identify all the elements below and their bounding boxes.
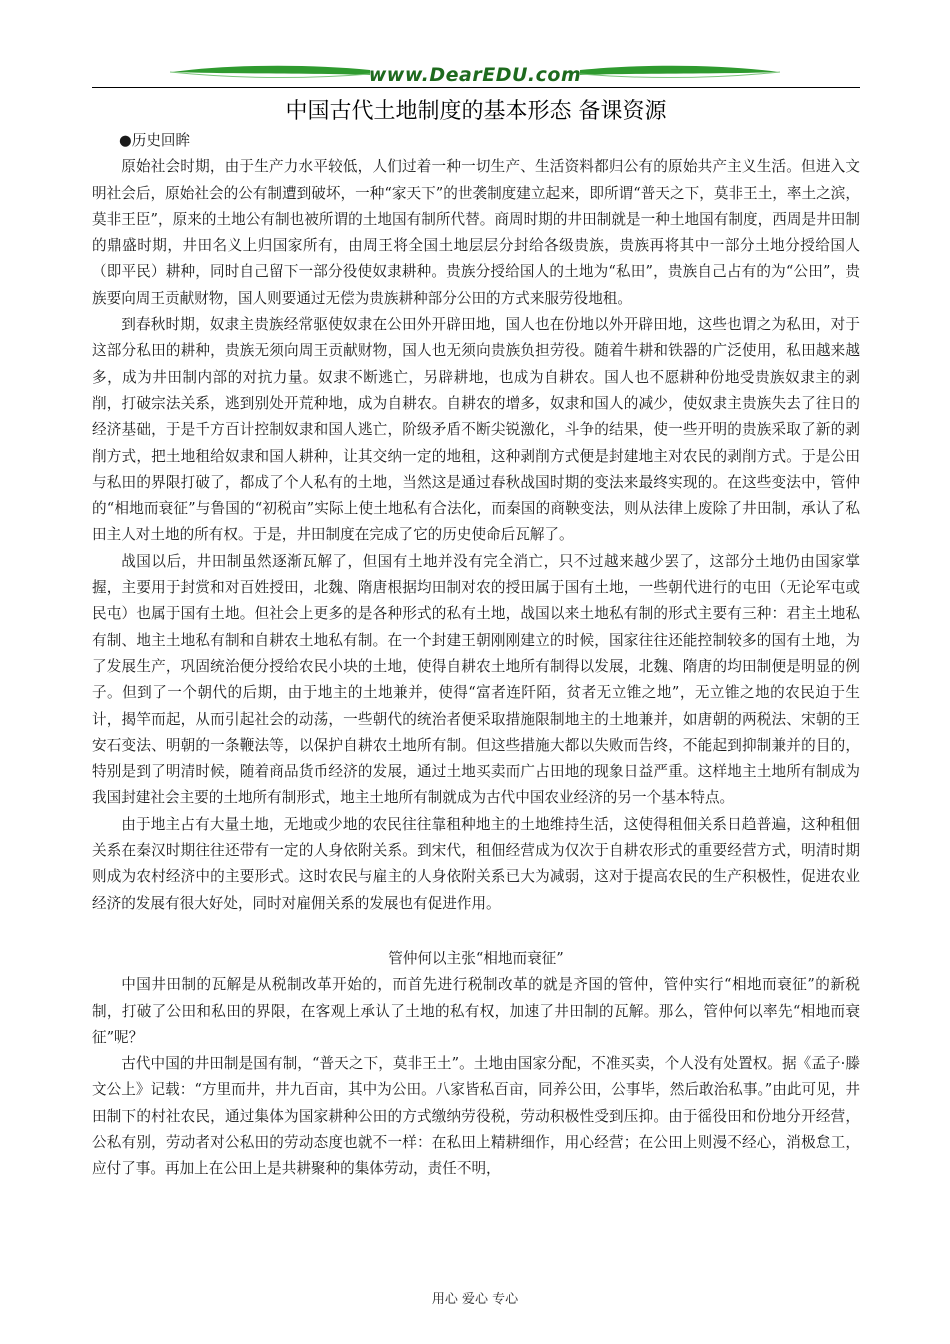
body-paragraph: 战国以后，井田制虽然逐渐瓦解了，但国有土地并没有完全消亡，只不过越来越少罢了，这部分土地仍由国家掌握，主要用于封赏和对百姓授田，北魏、隋唐根据均田制对农的授田属于国有土地，一些朝代进行的屯田（无论军屯或民屯）也属于国有土地。但社会上更多的是各种形式的私有土地，战国以来土地私有制的形式主要有三种：君主土地私有制、地主土地私有制和自耕农土地私有制。在一个封建王朝刚刚建立的时候，国家往往还能控制较多的国有土地，为了发展生产，巩固统治便分授给农民小块的土地，使得自耕农土地所有制得以发展，北魏、隋唐的均田制便是明显的例子。但到了一个朝代的后期，由于地主的土地兼并，使得“富者连阡陌，贫者无立锥之地”，无立锥之地的农民迫于生计，揭竿而起，从而引起社会的动荡，一些朝代的统治者便采取措施限制地主的土地兼并，如唐朝的两税法、宋朝的王安石变法、明朝的一条鞭法等，以保护自耕农土地所有制。但这些措施大都以失败而告终，不能起到抑制兼并的目的，特别是到了明清时候，随着商品货币经济的发展，通过土地买卖而广占田地的现象日益严重。这样地主土地所有制成为我国封建社会主要的土地所有制形式，地主土地所有制就成为古代中国农业经济的另一个基本特点。 [92, 552, 860, 807]
header-divider [92, 87, 860, 88]
body-paragraph: 中国井田制的瓦解是从税制改革开始的，而首先进行税制改革的就是齐国的管仲，管仲实行“相地而衰征”的新税制，打破了公田和私田的界限，在客观上承认了土地的私有权，加速了井田制的瓦解。那么，管仲何以率先“相地而衰征”呢？ [92, 976, 860, 1046]
body-paragraph: 由于地主占有大量土地，无地或少地的农民往往靠租种地主的土地维持生活，这使得租佃关系日趋普遍，这种租佃关系在秦汉时期往往还带有一定的人身依附关系。到宋代，租佃经营成为仅次于自耕农形式的重要经营方式，明清时期则成为农村经济中的主要形式。这时农民与雇主的人身依附关系已大为减弱，这对于提高农民的生产积极性，促进农业经济的发展有很大好处，同时对雇佣关系的发展也有促进作用。 [92, 815, 860, 912]
body-paragraph: 古代中国的井田制是国有制，“普天之下，莫非王土”。土地由国家分配，不准买卖，个人没有处置权。据《孟子·滕文公上》记载：“方里而井，井九百亩，其中为公田。八家皆私百亩，同养公田，公事毕，然后敢治私事。”由此可见，井田制下的村社农民，通过集体为国家耕种公田的方式缴纳劳役税，劳动积极性受到压抑。由于徭役田和份地分开经营，公私有别，劳动者对公私田的劳动态度也就不一样：在私田上精耕细作，用心经营；在公田上则漫不经心，消极怠工，应付了事。再加上在公田上是共耕聚种的集体劳动，责任不明， [92, 1055, 860, 1178]
body-paragraph: 到春秋时期，奴隶主贵族经常驱使奴隶在公田外开辟田地，国人也在份地以外开辟田地，这些也谓之为私田，对于这部分私田的耕种，贵族无须向周王贡献财物，国人也无须向贵族负担劳役。随着牛耕和铁器的广泛使用，私田越来越多，成为井田制内部的对抗力量。奴隶不断逃亡，另辟耕地，也成为自耕农。国人也不愿耕种份地受贵族奴隶主的剥削，打破宗法关系，逃到别处开荒种地，成为自耕农。自耕农的增多，奴隶和国人的减少，使奴隶主贵族失去了往日的经济基础，于是千方百计控制奴隶和国人逃亡，阶级矛盾不断尖锐激化，斗争的结果，使一些开明的贵族采取了新的剥削方式，把土地租给奴隶和国人耕种，让其交纳一定的地租，这种剥削方式便是封建地主对农民的剥削方式。于是公田与私田的界限打破了，都成了个人私有的土地，当然这是通过春秋战国时期的变法来最终实现的。在这些变法中，管仲的“相地而衰征”与鲁国的“初税亩”实际上使土地私有合法化，而秦国的商鞅变法，则从法律上废除了井田制，承认了私田主人对土地的所有权。于是，井田制度在完成了它的历史使命后瓦解了。 [92, 316, 860, 544]
site-banner[interactable] [170, 58, 780, 90]
document-body [92, 128, 860, 1183]
body-paragraph: 原始社会时期，由于生产力水平较低，人们过着一种一切生产、生活资料都归公有的原始共产主义生活。但进入文明社会后，原始社会的公有制遭到破坏，一种“家天下”的世袭制度建立起来，即所谓“普天之下，莫非王土，率土之滨，莫非王臣”，原来的土地公有制也被所谓的土地国有制所代替。商周时期的井田制就是一种土地国有制度，西周是井田制的鼎盛时期，井田名义上归国家所有，由周王将全国土地层层分封给各级贵族，贵族再将其中一部分土地分授给国人（即平民）耕种，同时自己留下一部分役使奴隶耕种。贵族分授给国人的土地为“私田”，贵族自己占有的为“公田”，贵族要向周王贡献财物，国人则要通过无偿为贵族耕种部分公田的方式来服劳役地租。 [92, 158, 860, 307]
document-title: 中国古代土地制度的基本形态 备课资源 [285, 99, 667, 124]
site-logo-text[interactable]: www.DearEDU.com [368, 64, 582, 86]
section-label: ●历史回眸 [119, 132, 191, 149]
section-heading: 管仲何以主张“相地而衰征” [388, 949, 564, 967]
page-footer: 用心 爱心 专心 [431, 1292, 519, 1307]
